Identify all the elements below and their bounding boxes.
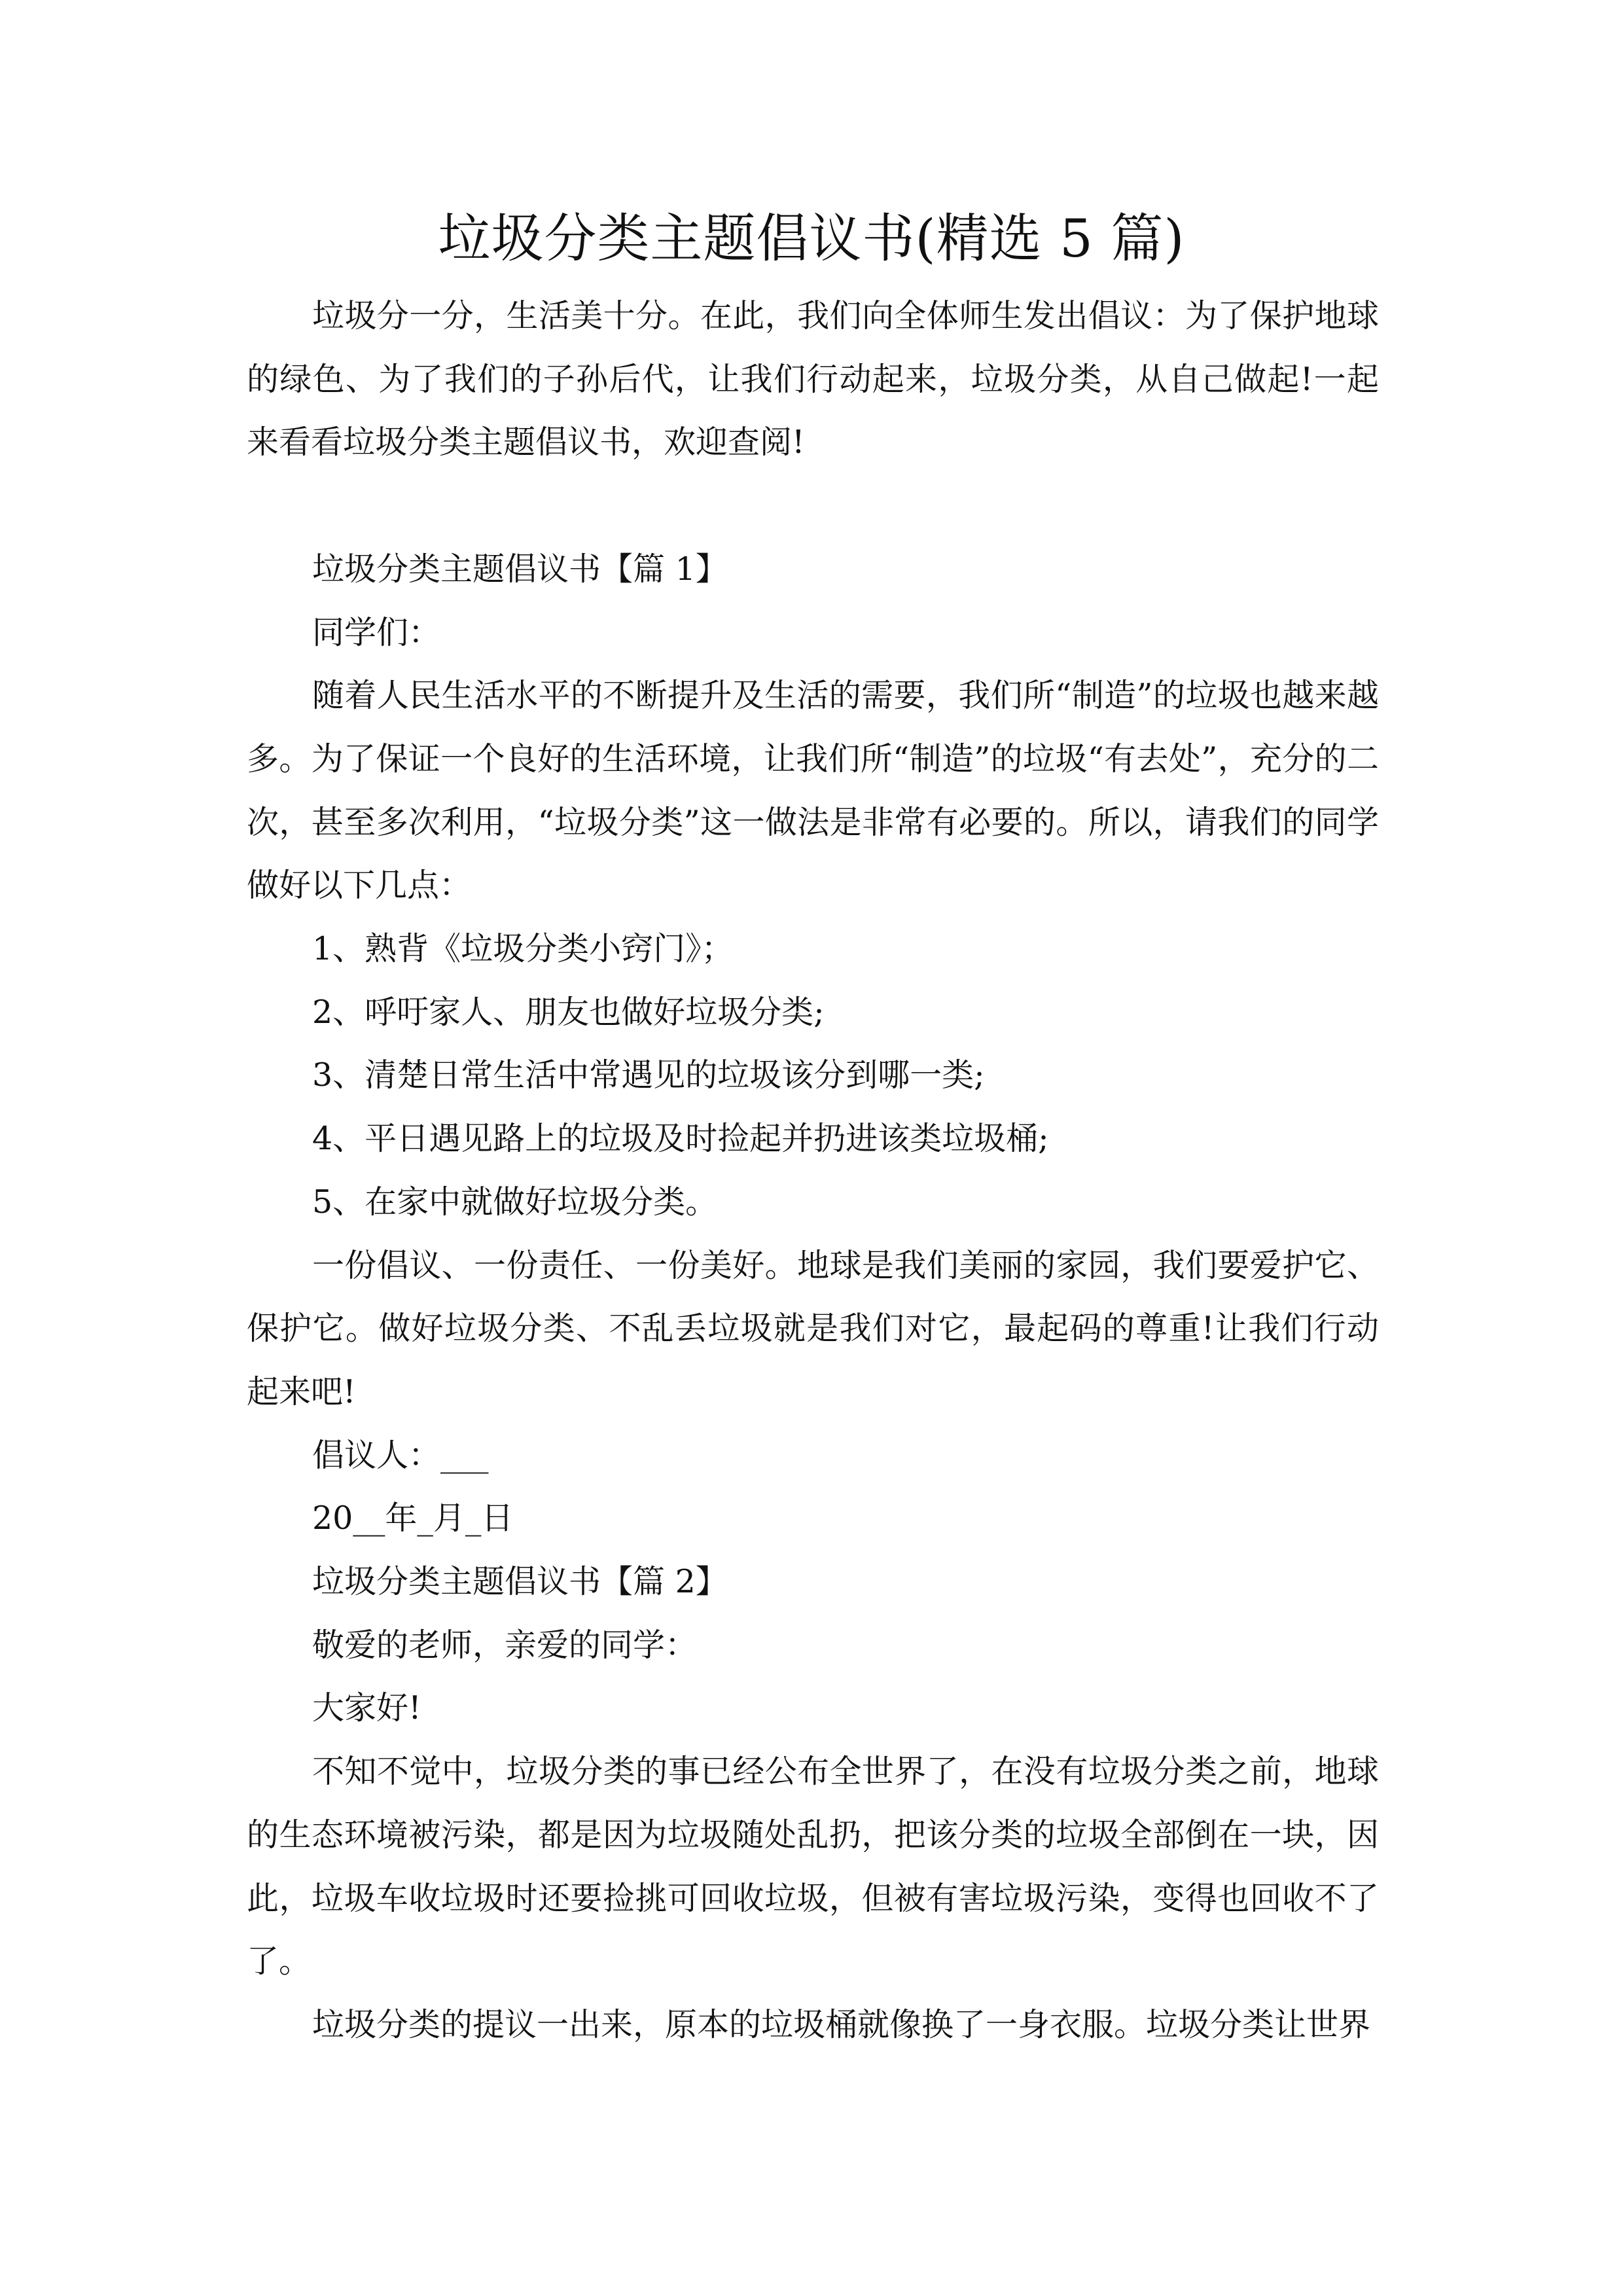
intro-paragraph: 垃圾分一分，生活美十分。在此，我们向全体师生发出倡议：为了保护地球的绿色、为了我们的子孙后代，让我们行动起来，垃圾分类，从自己做起!一起来看看垃圾分类主题倡议书，欢迎查阅! (247, 297, 1379, 461)
body-paragraph: 垃圾分类的提议一出来，原本的垃圾桶就像换了一身衣服。垃圾分类让世界 (312, 2005, 1371, 2043)
body-paragraph: 随着人民生活水平的不断提升及生活的需要，我们所“制造”的垃圾也越来越多。为了保证一个良好的生活环境，让我们所“制造”的垃圾“有去处”，充分的二次，甚至多次利用，“垃圾分类”这一做法是非常有必要的。所以，请我们的同学做好以下几点： (247, 677, 1379, 905)
list-item: 1、熟背《垃圾分类小窍门》； (312, 930, 734, 968)
blank-line (247, 475, 1379, 538)
date-line: 20__年_月_日 (312, 1499, 514, 1537)
section-heading: 垃圾分类主题倡议书【篇 2】 (312, 1563, 728, 1601)
signature-line: 倡议人：___ (312, 1436, 489, 1474)
greeting: 大家好! (312, 1689, 421, 1727)
document-body (247, 285, 1379, 2057)
list-item: 4、平日遇见路上的垃圾及时捡起并扔进该类垃圾桶; (312, 1120, 1049, 1158)
list-item: 3、清楚日常生活中常遇见的垃圾该分到哪一类; (312, 1056, 985, 1094)
salutation: 同学们： (312, 613, 441, 651)
list-item: 2、呼吁家人、朋友也做好垃圾分类; (312, 993, 825, 1031)
section-heading: 垃圾分类主题倡议书【篇 1】 (312, 550, 728, 588)
body-paragraph: 不知不觉中，垃圾分类的事已经公布全世界了，在没有垃圾分类之前，地球的生态环境被污染，都是因为垃圾随处乱扔，把该分类的垃圾全部倒在一块，因此，垃圾车收垃圾时还要捡挑可回收垃圾，但被有害垃圾污染，变得也回收不了了。 (247, 1753, 1379, 1981)
document-title: 垃圾分类主题倡议书(精选 5 篇) (438, 208, 1185, 269)
salutation: 敬爱的老师，亲爱的同学： (312, 1626, 698, 1664)
list-item: 5、在家中就做好垃圾分类。 (312, 1183, 718, 1221)
section-2 (247, 1551, 1379, 2057)
body-paragraph: 一份倡议、一份责任、一份美好。地球是我们美丽的家园，我们要爱护它、保护它。做好垃圾分类、不乱丢垃圾就是我们对它，最起码的尊重!让我们行动起来吧! (247, 1246, 1379, 1410)
section-1 (247, 538, 1379, 1551)
